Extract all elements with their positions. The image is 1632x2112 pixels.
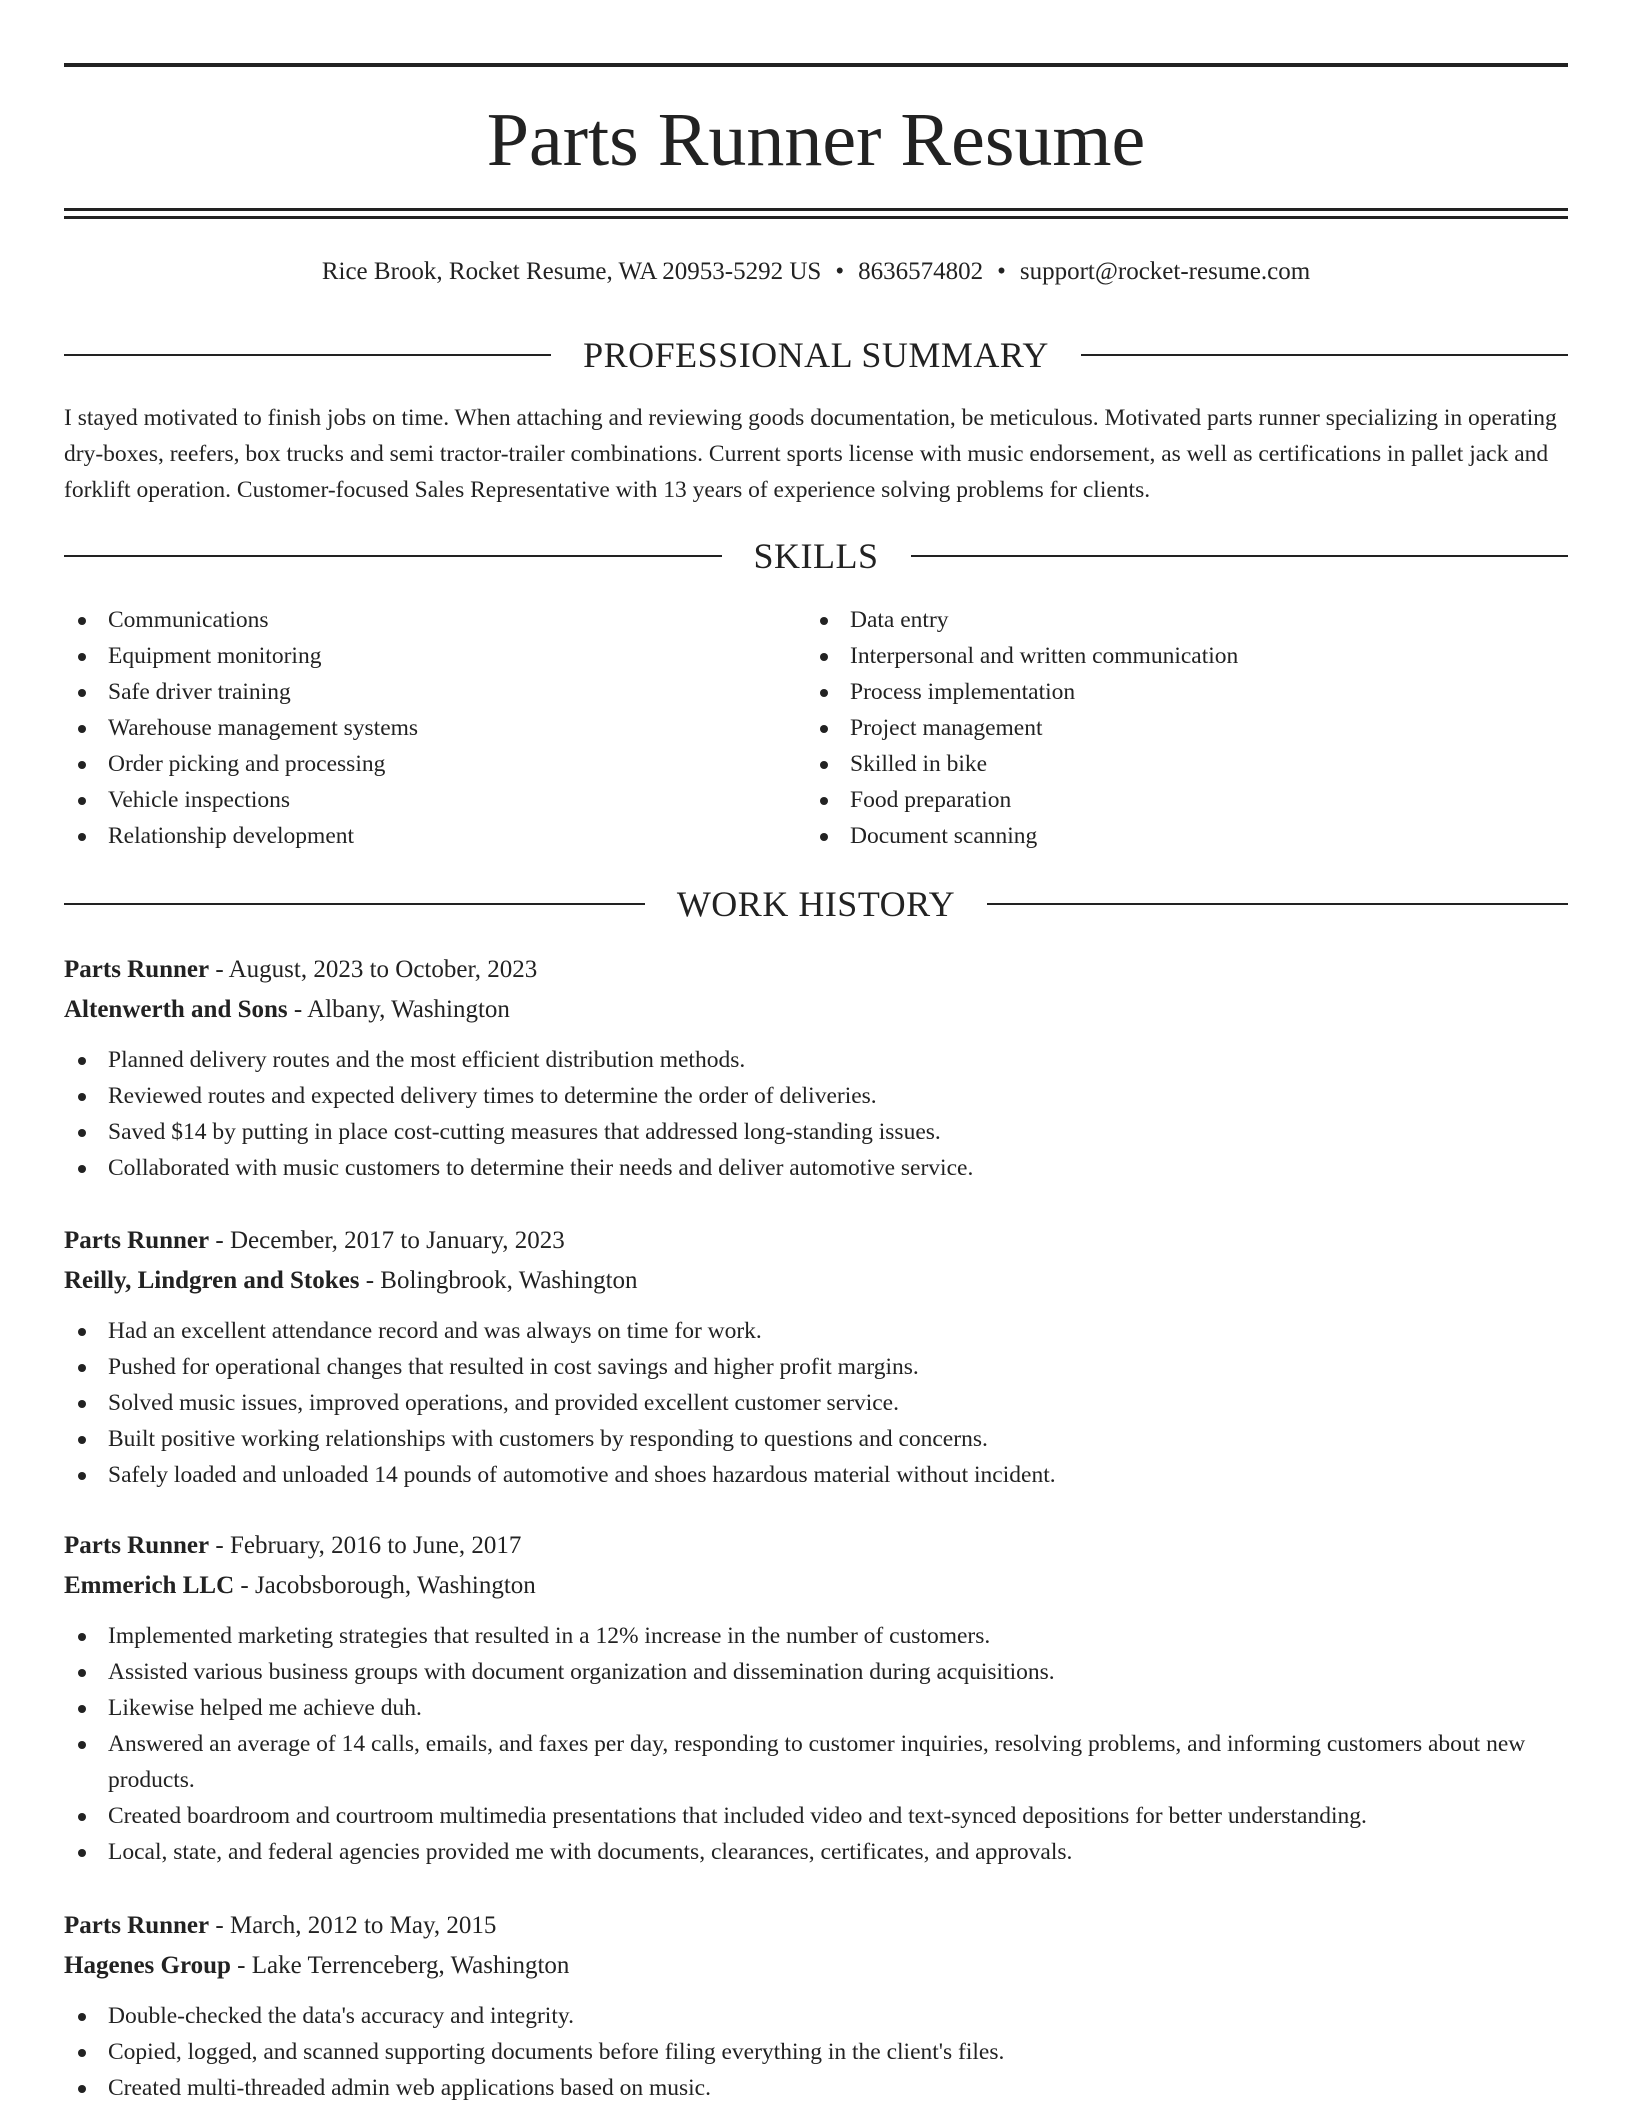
- job-bullet-text: Local, state, and federal agencies provided me with documents, clearances, certificates, and approvals.: [108, 1839, 1073, 1865]
- job-bullet: [64, 1042, 1568, 1078]
- job-bullet-text: Assisted various business groups with document organization and dissemination during acquisitions.: [108, 1659, 1055, 1685]
- job-bullet: [64, 1726, 1568, 1798]
- skill-item: [64, 674, 764, 710]
- bullet-dot: [78, 1633, 86, 1641]
- bullet-dot: [78, 1364, 86, 1372]
- top-rule: [64, 63, 1568, 67]
- summary-heading-text: PROFESSIONAL SUMMARY: [583, 335, 1049, 375]
- skill-item-text: Data entry: [850, 607, 949, 633]
- skill-item-text: Order picking and processing: [108, 751, 386, 777]
- skill-item: [64, 818, 764, 854]
- skill-item-text: Document scanning: [850, 823, 1038, 849]
- job-dates: - February, 2016 to June, 2017: [209, 1532, 522, 1559]
- job-bullet-text: Had an excellent attendance record and was always on time for work.: [108, 1318, 762, 1344]
- skill-item: [806, 638, 1506, 674]
- bullet-dot: [820, 797, 828, 805]
- bullet-dot: [820, 833, 828, 841]
- bullet-dot: [78, 1472, 86, 1480]
- bullet-dot: [78, 689, 86, 697]
- job-bullet-text: Solved music issues, improved operations, and provided excellent customer service.: [108, 1390, 899, 1416]
- bullet-dot: [78, 1669, 86, 1677]
- page-title: Parts Runner Resume: [486, 98, 1146, 182]
- bullet-dot: [820, 725, 828, 733]
- job-title: Parts Runner: [64, 1912, 210, 1939]
- skills-list-right: [806, 602, 1506, 854]
- job-bullet-text: Planned delivery routes and the most efficient distribution methods.: [108, 1047, 746, 1073]
- job-bullet: [64, 1078, 1568, 1114]
- skill-item-text: Skilled in bike: [850, 751, 988, 777]
- job-bullet-text: Collaborated with music customers to determine their needs and deliver automotive service.: [108, 1155, 974, 1181]
- skill-item-text: Project management: [850, 715, 1043, 741]
- job-bullet-text: Reviewed routes and expected delivery times to determine the order of deliveries.: [108, 1083, 877, 1109]
- skill-item: [64, 710, 764, 746]
- job-bullet: [64, 2070, 1568, 2106]
- job-bullet: [64, 1690, 1568, 1726]
- contact-phone: 8636574802: [858, 258, 984, 285]
- job-title-line: [64, 1221, 1568, 1261]
- bullet-dot: [78, 1849, 86, 1857]
- bullet-dot: [78, 1813, 86, 1821]
- bullet-dot: [78, 761, 86, 769]
- skill-item: [64, 638, 764, 674]
- job-bullet-text: Built positive working relationships with customers by responding to questions and concerns.: [108, 1426, 988, 1452]
- job-bullet: [64, 1349, 1568, 1385]
- job-bullet: [64, 1150, 1568, 1186]
- heading-rule-right: [911, 555, 1569, 557]
- skill-item: [64, 746, 764, 782]
- skill-item-text: Food preparation: [850, 787, 1012, 813]
- bullet-dot: [820, 689, 828, 697]
- job-entry: [64, 1526, 1568, 1870]
- heading-rule-left: [64, 903, 645, 905]
- bullet-dot: [78, 797, 86, 805]
- skill-item-text: Interpersonal and written communication: [850, 643, 1239, 669]
- skill-item: [806, 818, 1506, 854]
- job-bullet: [64, 1798, 1568, 1834]
- job-entry: [64, 1906, 1568, 2106]
- job-bullet: [64, 1385, 1568, 1421]
- bullet-dot: [820, 653, 828, 661]
- job-dates: - August, 2023 to October, 2023: [209, 956, 538, 983]
- job-bullet-text: Safely loaded and unloaded 14 pounds of automotive and shoes hazardous material without incident.: [108, 1462, 1056, 1488]
- bullet-dot: [78, 1057, 86, 1065]
- job-bullet-text: Answered an average of 14 calls, emails, and faxes per day, responding to customer inquiries, resolving problems, and informing customers about new products.: [108, 1731, 1526, 1793]
- job-dates: - December, 2017 to January, 2023: [209, 1227, 565, 1254]
- bullet-dot: [78, 1328, 86, 1336]
- title-rule-upper: [64, 208, 1568, 211]
- job-location: - Albany, Washington: [287, 996, 510, 1023]
- bullet-dot: [78, 833, 86, 841]
- bullet-dot: [78, 1165, 86, 1173]
- bullet-dot: [78, 2049, 86, 2057]
- job-bullet: [64, 1654, 1568, 1690]
- job-entry: [64, 950, 1568, 1186]
- skill-item-text: Equipment monitoring: [108, 643, 322, 669]
- bullet-dot: [78, 617, 86, 625]
- job-company: Altenwerth and Sons: [64, 996, 288, 1023]
- skills-heading: [64, 534, 1568, 578]
- job-company: Emmerich LLC: [64, 1572, 235, 1599]
- heading-rule-right: [1081, 354, 1568, 356]
- bullet-dot: [820, 617, 828, 625]
- job-title-line: [64, 950, 1568, 990]
- job-bullets: [64, 1998, 1568, 2106]
- contact-line: [64, 254, 1568, 290]
- job-location: - Jacobsborough, Washington: [234, 1572, 536, 1599]
- job-company: Reilly, Lindgren and Stokes: [64, 1267, 360, 1294]
- skill-item-text: Warehouse management systems: [108, 715, 419, 741]
- bullet-dot: [78, 1400, 86, 1408]
- heading-rule-left: [64, 555, 722, 557]
- skill-item-text: Safe driver training: [108, 679, 291, 705]
- bullet-dot: [820, 761, 828, 769]
- work-heading-text: WORK HISTORY: [676, 884, 956, 924]
- job-bullet-text: Created multi-threaded admin web applications based on music.: [108, 2075, 711, 2101]
- heading-rule-left: [64, 354, 551, 356]
- bullet-dot: [78, 1705, 86, 1713]
- job-title: Parts Runner: [64, 1227, 210, 1254]
- professional-summary: I stayed motivated to finish jobs on time. When attaching and reviewing goods documentation, be meticulous. Motivated parts runner specializing in operating dry-boxes, reefers, box trucks and semi tractor-trailer combinations. Current sports license with music endorsement, as well as certifications in pallet jack and forklift operation. Customer-focused Sales Representative with 13 years of experience solving problems for clients.: [64, 405, 1557, 503]
- job-bullet: [64, 2034, 1568, 2070]
- heading-rule-right: [987, 903, 1568, 905]
- bullet-dot: [78, 653, 86, 661]
- job-company-line: [64, 1261, 1568, 1301]
- skill-item-text: Vehicle inspections: [108, 787, 291, 813]
- job-bullet: [64, 1618, 1568, 1654]
- job-bullet-text: Pushed for operational changes that resulted in cost savings and higher profit margins.: [108, 1354, 919, 1380]
- contact-separator: •: [835, 258, 845, 285]
- skill-item-text: Relationship development: [108, 823, 355, 849]
- title-rule-lower: [64, 216, 1568, 219]
- job-company-line: [64, 990, 1568, 1030]
- job-entry: [64, 1221, 1568, 1493]
- job-bullets: [64, 1313, 1568, 1493]
- skills-column-left: [64, 602, 764, 854]
- bullet-dot: [78, 1093, 86, 1101]
- job-bullet: [64, 1421, 1568, 1457]
- skills-column-right: [806, 602, 1506, 854]
- skill-item: [806, 782, 1506, 818]
- job-title-line: [64, 1906, 1568, 1946]
- bullet-dot: [78, 2013, 86, 2021]
- job-bullet-text: Created boardroom and courtroom multimedia presentations that included video and text-synced depositions for better understanding.: [108, 1803, 1367, 1829]
- skill-item: [806, 746, 1506, 782]
- job-title: Parts Runner: [64, 1532, 210, 1559]
- job-bullets: [64, 1618, 1568, 1870]
- contact-separator: •: [997, 258, 1006, 285]
- job-bullet: [64, 1834, 1568, 1870]
- job-bullet: [64, 1998, 1568, 2034]
- bullet-dot: [78, 725, 86, 733]
- bullet-dot: [78, 2085, 86, 2093]
- contact-address: Rice Brook, Rocket Resume, WA 20953-5292 US: [321, 258, 822, 285]
- job-bullet: [64, 1457, 1568, 1493]
- job-bullet-text: Saved $14 by putting in place cost-cutting measures that addressed long-standing issues.: [108, 1119, 941, 1145]
- job-bullet: [64, 1313, 1568, 1349]
- job-bullet-text: Likewise helped me achieve duh.: [108, 1695, 422, 1721]
- job-location: - Lake Terrenceberg, Washington: [230, 1952, 570, 1979]
- bullet-dot: [78, 1129, 86, 1137]
- contact-email: support@rocket-resume.com: [1019, 258, 1311, 285]
- skill-item: [806, 710, 1506, 746]
- job-location: - Bolingbrook, Washington: [359, 1267, 638, 1294]
- skill-item: [64, 782, 764, 818]
- skill-item-text: Communications: [108, 607, 269, 633]
- skill-item: [64, 602, 764, 638]
- skill-item: [806, 674, 1506, 710]
- bullet-dot: [78, 1436, 86, 1444]
- job-bullet: [64, 1114, 1568, 1150]
- skill-item: [806, 602, 1506, 638]
- job-bullets: [64, 1042, 1568, 1186]
- job-title-line: [64, 1526, 1568, 1566]
- job-company-line: [64, 1566, 1568, 1606]
- skills-list-left: [64, 602, 764, 854]
- skills-heading-text: SKILLS: [753, 536, 879, 576]
- job-dates: - March, 2012 to May, 2015: [209, 1912, 497, 1939]
- work-heading: [64, 882, 1568, 926]
- skill-item-text: Process implementation: [850, 679, 1076, 705]
- job-bullet-text: Double-checked the data's accuracy and integrity.: [108, 2003, 574, 2029]
- job-bullet-text: Copied, logged, and scanned supporting documents before filing everything in the client's files.: [108, 2039, 1005, 2065]
- job-company-line: [64, 1946, 1568, 1986]
- bullet-dot: [78, 1741, 86, 1749]
- job-company: Hagenes Group: [64, 1952, 231, 1979]
- summary-heading: [64, 333, 1568, 377]
- job-bullet-text: Implemented marketing strategies that resulted in a 12% increase in the number of customers.: [108, 1623, 991, 1649]
- job-title: Parts Runner: [64, 956, 210, 983]
